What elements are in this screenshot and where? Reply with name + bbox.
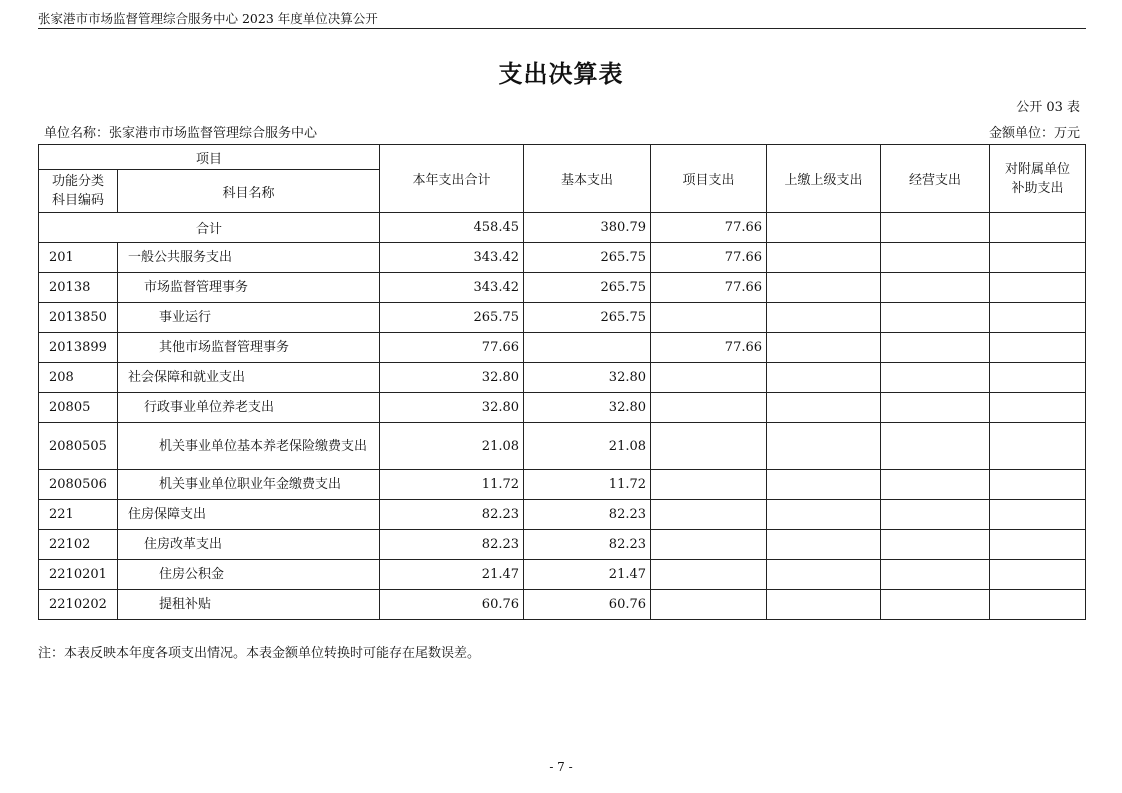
row-operation bbox=[881, 590, 990, 620]
row-name: 其他市场监督管理事务 bbox=[118, 333, 380, 363]
row-code: 2080506 bbox=[39, 470, 118, 500]
row-operation bbox=[881, 470, 990, 500]
row-code: 20138 bbox=[39, 273, 118, 303]
row-basic: 11.72 bbox=[524, 470, 651, 500]
row-operation bbox=[881, 303, 990, 333]
row-name: 行政事业单位养老支出 bbox=[118, 393, 380, 423]
row-subsidy bbox=[990, 560, 1086, 590]
row-name: 住房改革支出 bbox=[118, 530, 380, 560]
expenditure-table bbox=[38, 144, 1086, 620]
row-project-exp bbox=[651, 423, 767, 470]
table-row bbox=[39, 470, 1086, 500]
total-operation bbox=[881, 213, 990, 243]
header-upper: 上缴上级支出 bbox=[767, 145, 881, 213]
row-total: 265.75 bbox=[380, 303, 524, 333]
row-code: 2210202 bbox=[39, 590, 118, 620]
table-header bbox=[39, 145, 1086, 213]
row-basic: 265.75 bbox=[524, 243, 651, 273]
row-project-exp: 77.66 bbox=[651, 273, 767, 303]
row-code: 201 bbox=[39, 243, 118, 273]
row-basic: 21.08 bbox=[524, 423, 651, 470]
row-basic: 82.23 bbox=[524, 530, 651, 560]
row-code: 2080505 bbox=[39, 423, 118, 470]
row-subsidy bbox=[990, 243, 1086, 273]
table-row bbox=[39, 363, 1086, 393]
row-upper bbox=[767, 470, 881, 500]
row-total: 82.23 bbox=[380, 530, 524, 560]
total-label: 合计 bbox=[39, 213, 380, 243]
table-row bbox=[39, 243, 1086, 273]
row-code: 2013850 bbox=[39, 303, 118, 333]
row-name: 机关事业单位基本养老保险缴费支出 bbox=[118, 423, 380, 470]
row-subsidy bbox=[990, 363, 1086, 393]
row-code: 208 bbox=[39, 363, 118, 393]
table-note: 注：本表反映本年度各项支出情况。本表金额单位转换时可能存在尾数误差。 bbox=[38, 646, 481, 661]
header-subject-name: 科目名称 bbox=[118, 170, 380, 213]
row-name: 社会保障和就业支出 bbox=[118, 363, 380, 393]
row-project-exp: 77.66 bbox=[651, 333, 767, 363]
row-upper bbox=[767, 333, 881, 363]
row-basic: 60.76 bbox=[524, 590, 651, 620]
row-basic: 32.80 bbox=[524, 393, 651, 423]
page-title: 支出决算表 bbox=[498, 59, 624, 88]
row-name: 机关事业单位职业年金缴费支出 bbox=[118, 470, 380, 500]
row-total: 343.42 bbox=[380, 273, 524, 303]
table-row bbox=[39, 560, 1086, 590]
row-code: 2210201 bbox=[39, 560, 118, 590]
row-project-exp: 77.66 bbox=[651, 243, 767, 273]
header-func-code: 功能分类 科目编码 bbox=[39, 170, 118, 213]
row-project-exp bbox=[651, 530, 767, 560]
document-header: 张家港市市场监督管理综合服务中心 2023 年度单位决算公开 bbox=[38, 10, 1086, 29]
form-number: 公开 03 表 bbox=[1016, 100, 1080, 115]
row-basic: 265.75 bbox=[524, 303, 651, 333]
row-subsidy bbox=[990, 470, 1086, 500]
total-row bbox=[39, 213, 1086, 243]
row-upper bbox=[767, 273, 881, 303]
row-total: 21.08 bbox=[380, 423, 524, 470]
total-basic: 380.79 bbox=[524, 213, 651, 243]
row-subsidy bbox=[990, 530, 1086, 560]
row-total: 11.72 bbox=[380, 470, 524, 500]
row-name: 住房公积金 bbox=[118, 560, 380, 590]
table-row bbox=[39, 303, 1086, 333]
header-operation: 经营支出 bbox=[881, 145, 990, 213]
row-name: 事业运行 bbox=[118, 303, 380, 333]
total-upper bbox=[767, 213, 881, 243]
row-name: 市场监督管理事务 bbox=[118, 273, 380, 303]
row-basic: 32.80 bbox=[524, 363, 651, 393]
table-row bbox=[39, 333, 1086, 363]
row-upper bbox=[767, 423, 881, 470]
row-name: 住房保障支出 bbox=[118, 500, 380, 530]
row-upper bbox=[767, 560, 881, 590]
row-upper bbox=[767, 530, 881, 560]
row-project-exp bbox=[651, 303, 767, 333]
row-total: 21.47 bbox=[380, 560, 524, 590]
row-subsidy bbox=[990, 500, 1086, 530]
row-code: 221 bbox=[39, 500, 118, 530]
row-subsidy bbox=[990, 333, 1086, 363]
row-name: 一般公共服务支出 bbox=[118, 243, 380, 273]
row-code: 20805 bbox=[39, 393, 118, 423]
row-operation bbox=[881, 393, 990, 423]
table-row bbox=[39, 590, 1086, 620]
money-unit: 金额单位：万元 bbox=[988, 126, 1080, 141]
row-operation bbox=[881, 530, 990, 560]
row-subsidy bbox=[990, 303, 1086, 333]
row-project-exp bbox=[651, 363, 767, 393]
row-project-exp bbox=[651, 590, 767, 620]
row-basic: 82.23 bbox=[524, 500, 651, 530]
table-row bbox=[39, 273, 1086, 303]
row-total: 32.80 bbox=[380, 363, 524, 393]
row-basic: 21.47 bbox=[524, 560, 651, 590]
header-project: 项目 bbox=[39, 145, 380, 170]
row-total: 32.80 bbox=[380, 393, 524, 423]
row-total: 77.66 bbox=[380, 333, 524, 363]
row-project-exp bbox=[651, 500, 767, 530]
row-operation bbox=[881, 243, 990, 273]
row-basic bbox=[524, 333, 651, 363]
table-row bbox=[39, 423, 1086, 470]
row-operation bbox=[881, 363, 990, 393]
row-subsidy bbox=[990, 590, 1086, 620]
row-operation bbox=[881, 273, 990, 303]
total-subsidy bbox=[990, 213, 1086, 243]
row-code: 2013899 bbox=[39, 333, 118, 363]
row-upper bbox=[767, 303, 881, 333]
row-upper bbox=[767, 500, 881, 530]
row-operation bbox=[881, 500, 990, 530]
row-total: 82.23 bbox=[380, 500, 524, 530]
row-upper bbox=[767, 393, 881, 423]
row-operation bbox=[881, 560, 990, 590]
row-subsidy bbox=[990, 423, 1086, 470]
row-total: 343.42 bbox=[380, 243, 524, 273]
row-upper bbox=[767, 243, 881, 273]
row-basic: 265.75 bbox=[524, 273, 651, 303]
table-row bbox=[39, 393, 1086, 423]
table-row bbox=[39, 530, 1086, 560]
row-subsidy bbox=[990, 273, 1086, 303]
row-upper bbox=[767, 363, 881, 393]
header-subsidy: 对附属单位 补助支出 bbox=[990, 145, 1086, 213]
total-project-exp: 77.66 bbox=[651, 213, 767, 243]
row-upper bbox=[767, 590, 881, 620]
total-total: 458.45 bbox=[380, 213, 524, 243]
unit-name: 单位名称：张家港市市场监督管理综合服务中心 bbox=[44, 126, 318, 141]
table-body bbox=[39, 213, 1086, 620]
row-project-exp bbox=[651, 393, 767, 423]
row-code: 22102 bbox=[39, 530, 118, 560]
header-basic: 基本支出 bbox=[524, 145, 651, 213]
header-project-exp: 项目支出 bbox=[651, 145, 767, 213]
row-project-exp bbox=[651, 470, 767, 500]
row-operation bbox=[881, 423, 990, 470]
row-subsidy bbox=[990, 393, 1086, 423]
page-number: - 7 - bbox=[549, 760, 573, 774]
row-operation bbox=[881, 333, 990, 363]
table-row bbox=[39, 500, 1086, 530]
row-total: 60.76 bbox=[380, 590, 524, 620]
row-project-exp bbox=[651, 560, 767, 590]
header-total: 本年支出合计 bbox=[380, 145, 524, 213]
row-name: 提租补贴 bbox=[118, 590, 380, 620]
